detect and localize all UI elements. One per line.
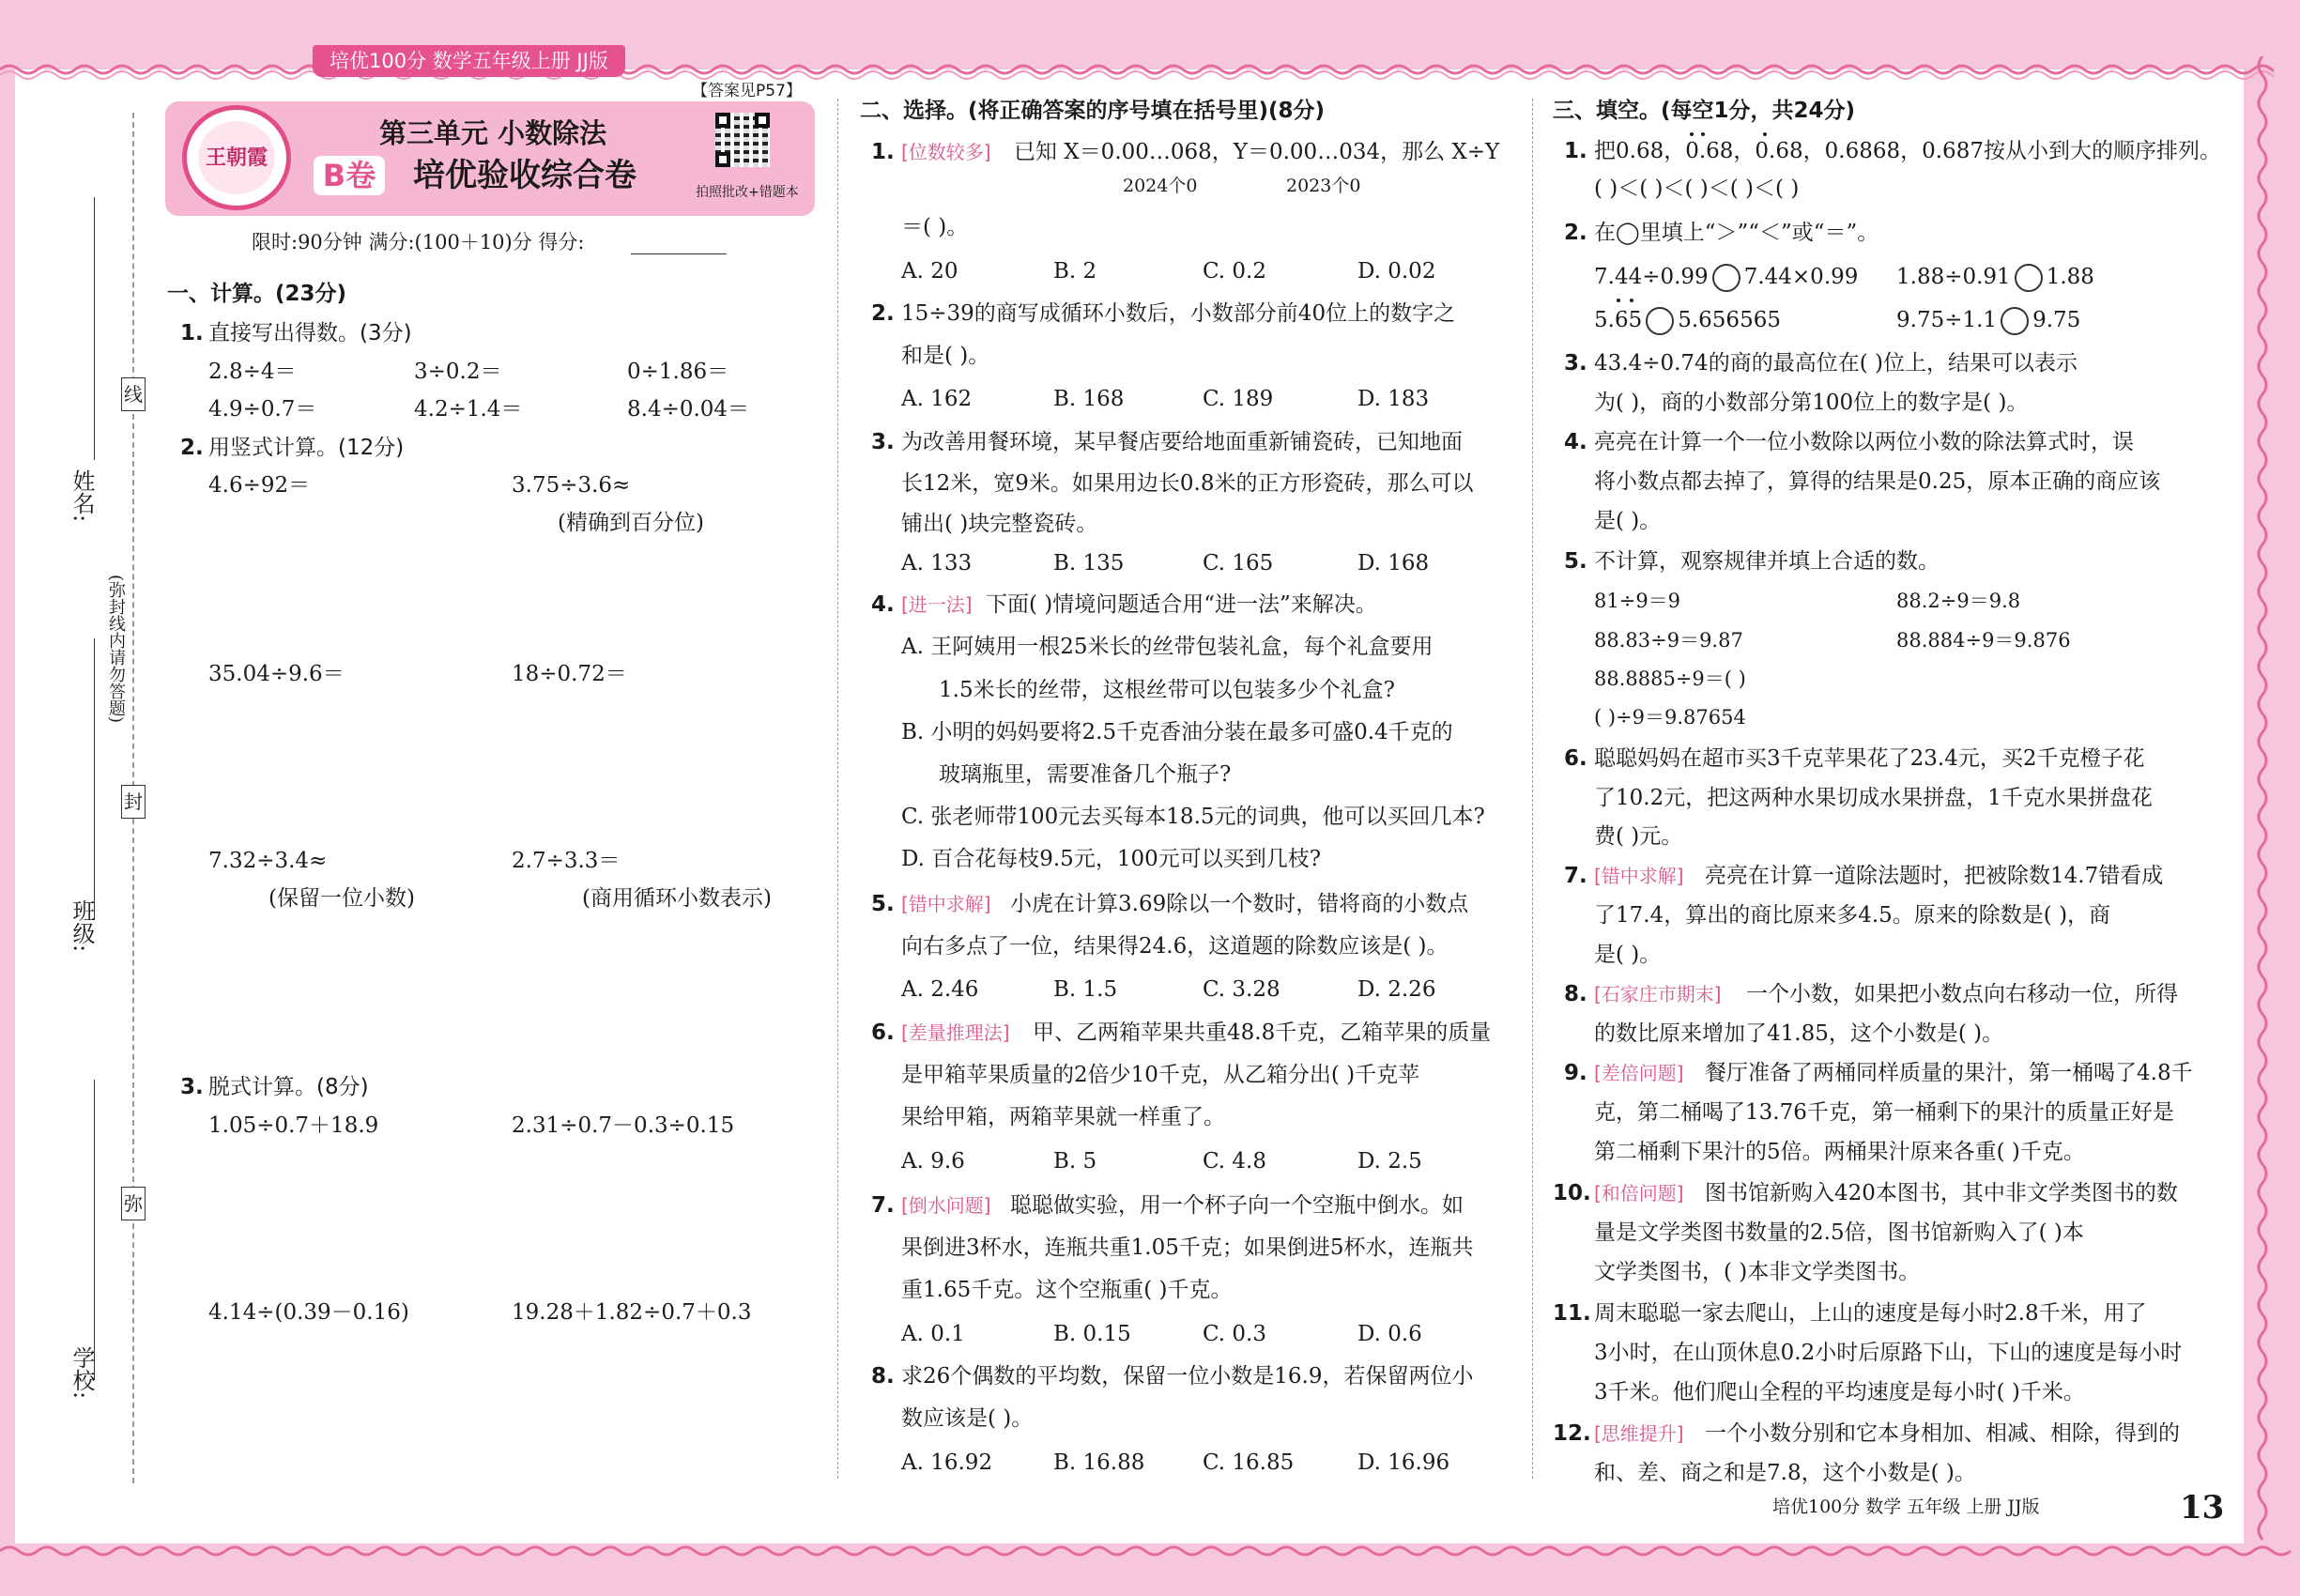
question-tag: [差量推理法] [901, 1021, 1010, 1044]
option[interactable]: D. 0.6 [1357, 1322, 1422, 1346]
option[interactable]: C. 3.28 [1203, 977, 1280, 1002]
question-text: 了17.4，算出的商比原来多4.5。原来的除数是( )，商 [1594, 903, 2111, 928]
footer-text: 培优100分 数学 五年级 上册 JJ版 [1772, 1496, 2040, 1517]
question-text: 亮亮在计算一道除法题时，把被除数14.7错看成 [1705, 864, 2164, 888]
pattern-blank[interactable]: 88.8885÷9＝( ) [1594, 668, 1746, 690]
school-label: 学校: [69, 1346, 95, 1400]
question-text: 聪聪妈妈在超市买3千克苹果花了23.4元，买2千克橙子花 [1594, 746, 2145, 771]
question-text: 数应该是( )。 [901, 1406, 1034, 1431]
repeating-dot [1701, 132, 1705, 136]
seal-mark-mi: 弥 [121, 1187, 146, 1220]
compare-circle[interactable] [2001, 307, 2029, 335]
compare-left: 9.75÷1.1 [1896, 308, 1998, 332]
compare-row [1896, 306, 2080, 335]
question-text: 不计算，观察规律并填上合适的数。 [1594, 549, 1940, 574]
repeating-dot [1690, 132, 1694, 136]
question-text: 是甲箱苹果质量的2倍少10千克，从乙箱分出( )千克苹 [901, 1063, 1420, 1087]
calc-item: 4.2÷1.4＝ [414, 397, 523, 422]
option[interactable]: C. 16.85 [1203, 1450, 1295, 1475]
calc-item: 18÷0.72＝ [512, 662, 627, 686]
section-2-title: 二、选择。(将正确答案的序号填在括号里)(8分) [860, 99, 1326, 123]
option-cont: 1.5米长的丝带，这根丝带可以包装多少个礼盒? [939, 678, 1395, 702]
qr-corner [715, 113, 730, 128]
question-text: 小虎在计算3.69除以一个数时，错将商的小数点 [1010, 892, 1469, 916]
qr-caption: 拍照批改+错题本 [696, 185, 799, 200]
q-number: 1. [180, 321, 204, 345]
option[interactable]: B. 2 [1053, 259, 1097, 284]
question-text: 和、差、商之和是7.8，这个小数是( )。 [1594, 1461, 1976, 1485]
option[interactable]: A. 2.46 [901, 977, 979, 1002]
compare-circle[interactable] [1646, 307, 1674, 335]
calc-item: 3.75÷3.6≈ [512, 473, 631, 498]
calc-item: 4.9÷0.7＝ [208, 397, 317, 422]
name-line [94, 197, 95, 460]
question-text: 铺出( )块完整瓷砖。 [901, 512, 1098, 536]
question-text: 是( )。 [1594, 509, 1662, 533]
question-text: 是( )。 [1594, 943, 1662, 967]
option-cont: 玻璃瓶里，需要准备几个瓶子? [939, 762, 1232, 787]
calc-item: 4.6÷92＝ [208, 473, 311, 498]
name-label: 姓名: [69, 469, 95, 523]
question-text: 了10.2元，把这两种水果切成水果拼盘，1千克水果拼盘花 [1594, 786, 2153, 810]
q-number: 1. [1564, 139, 1587, 163]
option[interactable]: D. 百合花每枝9.5元，100元可以买到几枝? [901, 847, 1322, 871]
option[interactable]: B. 135 [1053, 551, 1125, 575]
answer-reference: 【答案见P57】 [692, 82, 802, 100]
question-tag: [石家庄市期末] [1594, 983, 1722, 1005]
question-text: 的数比原来增加了41.85，这个小数是( )。 [1594, 1021, 2004, 1046]
question-text: 将小数点都去掉了，算得的结果是0.25，原本正确的商应该 [1594, 469, 2161, 494]
option[interactable]: B. 1.5 [1053, 977, 1118, 1002]
bottom-wave-border [0, 1530, 2300, 1596]
q-number: 2. [180, 436, 204, 460]
qr-corner [755, 113, 770, 128]
question-text: 聪聪做实验，用一个杯子向一个空瓶中倒水。如 [1010, 1193, 1464, 1218]
compare-right: 7.44×0.99 [1743, 265, 1859, 289]
q-number: 4. [871, 592, 895, 617]
series-tab: 培优100分 数学五年级上册 JJ版 [313, 45, 625, 77]
compare-right: 5.656565 [1678, 308, 1781, 332]
q-number: 2. [1564, 221, 1587, 245]
question-text: 克，第二桶喝了13.76千克，第一桶剩下的果汁的质量正好是 [1594, 1100, 2174, 1125]
compare-right: 9.75 [2032, 308, 2081, 332]
pattern-item: 88.884÷9＝9.876 [1896, 629, 2071, 652]
question-text: 在◯里填上“＞”“＜”或“＝”。 [1594, 221, 1879, 245]
calc-item: 0÷1.86＝ [627, 360, 729, 384]
volume-badge: B卷 [314, 156, 385, 195]
q-number: 7. [871, 1193, 895, 1218]
question-tag: [差倍问题] [1594, 1062, 1684, 1084]
brand-logo-text: 王朝霞 [198, 121, 275, 194]
calc-item: 2.7÷3.3＝ [512, 849, 621, 873]
question-text: 脱式计算。(8分) [208, 1075, 369, 1099]
school-line [94, 1080, 95, 1380]
section-3-title: 三、填空。(每空1分，共24分) [1553, 99, 1856, 123]
option[interactable]: B. 0.15 [1053, 1322, 1131, 1346]
question-text: 图书馆新购入420本图书，其中非文学类图书的数 [1705, 1181, 2178, 1205]
seal-mark-xian: 线 [121, 377, 146, 411]
question-text: ＝( )。 [901, 215, 969, 239]
question-text: 把0.68，0.68，0.68，0.6868，0.687按从小到大的顺序排列。 [1594, 139, 2221, 163]
question-text: 一个小数，如果把小数点向右移动一位，所得 [1746, 982, 2178, 1006]
question-text: 为( )，商的小数部分第100位上的数字是( )。 [1594, 391, 2029, 415]
question-tag: [进一法] [901, 593, 973, 616]
underbrace-label: 2024个0 [1123, 176, 1198, 196]
option[interactable]: B. 168 [1053, 387, 1125, 411]
option[interactable]: C. 张老师带100元去买每本18.5元的词典，他可以买回几本? [901, 805, 1485, 829]
class-label: 班级: [69, 899, 95, 953]
option[interactable]: D. 183 [1357, 387, 1430, 411]
question-tag: [错中求解] [1594, 865, 1684, 887]
option[interactable]: B. 5 [1053, 1149, 1097, 1174]
option[interactable]: A. 20 [901, 259, 958, 284]
repeating-dot [1617, 299, 1620, 302]
option[interactable]: B. 16.88 [1053, 1450, 1145, 1475]
q-number: 2. [871, 301, 895, 326]
question-tag: [倒水问题] [901, 1194, 991, 1217]
option[interactable]: D. 0.02 [1357, 259, 1436, 284]
option[interactable]: C. 4.8 [1203, 1149, 1266, 1174]
q-number: 7. [1564, 864, 1587, 888]
q-number: 6. [1564, 746, 1587, 771]
option[interactable]: D. 168 [1357, 551, 1430, 575]
question-text: 3千米。他们爬山全程的平均速度是每小时( )千米。 [1594, 1380, 2085, 1404]
question-text: 和是( )。 [901, 344, 990, 368]
question-text: 费( )元。 [1594, 824, 1683, 849]
option[interactable]: C. 0.3 [1203, 1322, 1266, 1346]
pattern-blank[interactable]: ( )÷9＝9.87654 [1594, 706, 1746, 729]
calc-item: 35.04÷9.6＝ [208, 662, 345, 686]
option[interactable]: D. 16.96 [1357, 1450, 1450, 1475]
q-number: 4. [1564, 430, 1587, 454]
question-text: 3小时，在山顶休息0.2小时后原路下山，下山的速度是每小时 [1594, 1341, 2183, 1365]
repeating-dot [1763, 132, 1767, 136]
exam-info: 限时:90分钟 满分:(100＋10)分 得分: [252, 231, 585, 253]
paper-title: 培优验收综合卷 [413, 157, 636, 194]
question-text: 果倒进3杯水，连瓶共重1.05千克；如果倒进5杯水，连瓶共 [901, 1235, 1474, 1260]
q-number: 5. [1564, 549, 1587, 574]
option[interactable]: C. 189 [1203, 387, 1274, 411]
compare-row [1896, 263, 2094, 292]
question-text: 甲、乙两箱苹果共重48.8千克，乙箱苹果的质量 [1033, 1021, 1492, 1045]
compare-left: 5.65 [1594, 308, 1643, 332]
calc-item: 1.05÷0.7＋18.9 [208, 1113, 379, 1138]
question-text: 用竖式计算。(12分) [208, 436, 405, 460]
calc-item: 2.8÷4＝ [208, 360, 297, 384]
option[interactable]: A. 133 [901, 551, 973, 575]
calc-item: 4.14÷(0.39－0.16) [208, 1300, 409, 1325]
right-wave-border [2234, 56, 2300, 1558]
compare-left: 1.88÷0.91 [1896, 265, 2011, 289]
option[interactable]: D. 2.5 [1357, 1149, 1422, 1174]
seal-mark-feng: 封 [121, 785, 146, 819]
q-number: 8. [871, 1364, 895, 1389]
option[interactable]: C. 165 [1203, 551, 1274, 575]
calc-note: (精确到百分位) [558, 511, 704, 535]
option[interactable]: C. 0.2 [1203, 259, 1266, 284]
underbrace-label: 2023个0 [1286, 176, 1361, 196]
pattern-item: 88.2÷9＝9.8 [1896, 590, 2021, 612]
q-number: 9. [1564, 1061, 1587, 1085]
q-number: 3. [180, 1075, 204, 1099]
calc-item: 3÷0.2＝ [414, 360, 502, 384]
q-number: 6. [871, 1021, 895, 1045]
binding-note: (弥封线内请勿答题) [106, 575, 126, 724]
question-text: 下面( )情境问题适合用“进一法”来解决。 [986, 592, 1377, 617]
pattern-item: 81÷9＝9 [1594, 590, 1681, 612]
column-divider [837, 99, 838, 1479]
calc-item: 8.4÷0.04＝ [627, 397, 750, 422]
qr-corner [715, 152, 730, 167]
q-number: 3. [871, 430, 895, 454]
question-text: 长12米，宽9米。如果用边长0.8米的正方形瓷砖，那么可以 [901, 471, 1474, 496]
calc-item: 19.28＋1.82÷0.7＋0.3 [512, 1300, 752, 1325]
question-text: 43.4÷0.74的商的最高位在( )位上，结果可以表示 [1594, 351, 2078, 376]
question-text: 重1.65千克。这个空瓶重( )千克。 [901, 1278, 1233, 1302]
class-line [94, 638, 95, 920]
option[interactable]: A. 0.1 [901, 1322, 965, 1346]
section-1-title: 一、计算。(23分) [167, 282, 347, 306]
question-text: 已知 X＝0.00…068，Y＝0.00…034，那么 X÷Y [1014, 140, 1500, 164]
question-text: 果给甲箱，两箱苹果就一样重了。 [901, 1105, 1225, 1129]
option[interactable]: B. 小明的妈妈要将2.5千克香油分装在最多可盛0.4千克的 [901, 720, 1453, 744]
question-text: 量是文学类图书数量的2.5倍，图书馆新购入了( )本 [1594, 1220, 2084, 1245]
q-number: 11. [1553, 1301, 1591, 1326]
column-divider [1532, 99, 1533, 1479]
repeating-dot [1630, 299, 1633, 302]
question-text: 文学类图书，( )本非文学类图书。 [1594, 1260, 1921, 1284]
question-tag: [和倍问题] [1594, 1182, 1684, 1205]
question-text: 一个小数分别和它本身相加、相减、相除，得到的 [1705, 1421, 2180, 1446]
question-tag: [思维提升] [1594, 1422, 1684, 1445]
compare-circle[interactable] [2015, 264, 2043, 292]
question-text: 餐厅准备了两桶同样质量的果汁，第一桶喝了4.8千 [1705, 1061, 2193, 1085]
score-blank[interactable] [631, 253, 727, 254]
page-number: 13 [2180, 1489, 2225, 1527]
answer-blanks[interactable]: ( )＜( )＜( )＜( )＜( ) [1594, 176, 1800, 201]
calc-note: (商用循环小数表示) [582, 886, 772, 911]
q-number: 10. [1553, 1181, 1591, 1205]
compare-row [1594, 263, 1858, 292]
q-number: 5. [871, 892, 895, 916]
compare-left: 7.44÷0.99 [1594, 265, 1709, 289]
question-tag: [错中求解] [901, 893, 991, 915]
question-text: 周末聪聪一家去爬山，上山的速度是每小时2.8千米，用了 [1594, 1301, 2147, 1326]
question-text: 为改善用餐环境，某早餐店要给地面重新铺瓷砖，已知地面 [901, 430, 1463, 454]
option[interactable]: A. 王阿姨用一根25米长的丝带包装礼盒，每个礼盒要用 [901, 635, 1434, 659]
question-text: 亮亮在计算一个一位小数除以两位小数的除法算式时，误 [1594, 430, 2134, 454]
q-number: 12. [1553, 1421, 1591, 1446]
question-text: 15÷39的商写成循环小数后，小数部分前40位上的数字之 [901, 301, 1456, 326]
compare-row [1594, 306, 1781, 335]
brand-logo [182, 105, 291, 210]
calc-note: (保留一位小数) [268, 886, 415, 911]
q-number: 3. [1564, 351, 1587, 376]
question-tag: [位数较多] [901, 141, 991, 163]
question-text: 向右多点了一位，结果得24.6，这道题的除数应该是( )。 [901, 934, 1449, 959]
pattern-item: 88.83÷9＝9.87 [1594, 629, 1743, 652]
q-number: 8. [1564, 982, 1587, 1006]
option[interactable]: A. 16.92 [901, 1450, 993, 1475]
calc-item: 7.32÷3.4≈ [208, 849, 328, 873]
option[interactable]: A. 9.6 [901, 1149, 965, 1174]
question-text: 求26个偶数的平均数，保留一位小数是16.9，若保留两位小 [901, 1364, 1474, 1389]
question-text: 直接写出得数。(3分) [208, 321, 412, 345]
compare-right: 1.88 [2046, 265, 2094, 289]
option[interactable]: A. 162 [901, 387, 973, 411]
unit-title: 第三单元 小数除法 [379, 117, 607, 149]
calc-item: 2.31÷0.7－0.3÷0.15 [512, 1113, 735, 1138]
option[interactable]: D. 2.26 [1357, 977, 1436, 1002]
question-text: 第二桶剩下果汁的5倍。两桶果汁原来各重( )千克。 [1594, 1140, 2085, 1164]
q-number: 1. [871, 140, 895, 164]
compare-circle[interactable] [1712, 264, 1740, 292]
